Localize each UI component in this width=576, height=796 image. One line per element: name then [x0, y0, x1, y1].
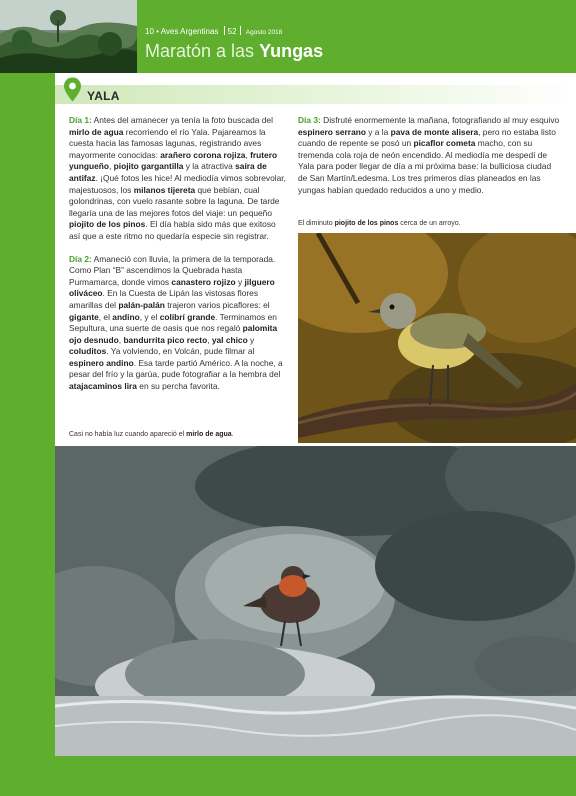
- species-name: colibrí grande: [159, 311, 216, 322]
- species-name: palomita ojo desnudo: [69, 323, 278, 345]
- text-run: recorriendo el río Yala. Pajareamos la cuesta hacia las famosas lagunas, registrando aves mayormente conocidas:: [69, 126, 266, 160]
- page-title-prefix: Maratón a las: [145, 41, 260, 61]
- header-meta: [145, 26, 282, 36]
- page-number: 10: [145, 27, 154, 36]
- piojito-photo: [298, 233, 576, 443]
- species-name: saíra de antifaz: [69, 161, 267, 183]
- page-title-bold: Yungas: [259, 41, 324, 61]
- text-run: . ¡Qué fotos les hice! Al mediodía vimos sobrevolar, majestuosos, los: [69, 172, 286, 195]
- text-run: ,: [109, 161, 114, 172]
- day-3-paragraph: [298, 115, 560, 196]
- text-run: . Esa tarde partió Américo. A la noche, a pesar del frío y la garúa, pude fotografiar a la hembra del: [69, 357, 283, 380]
- species-name: yal chico: [211, 334, 248, 345]
- mirlo-de-agua-photo: [55, 446, 576, 756]
- day-label: Día 2:: [69, 253, 92, 264]
- species-name: picaflor cometa: [413, 138, 476, 149]
- species-name: atajacaminos lira: [69, 381, 137, 392]
- species-name: piojito de los pinos: [69, 219, 146, 230]
- species-name: jilguero oliváceo: [69, 276, 275, 299]
- right-column: [298, 115, 560, 207]
- issue-number: 52: [227, 27, 237, 36]
- text-run: ,: [207, 334, 212, 345]
- species-name: espinero serrano: [298, 126, 366, 137]
- photo-caption-piojito: [298, 220, 461, 227]
- text-run: El diminuto: [298, 220, 335, 227]
- text-run: Disfruté enormemente la mañana, fotografiando al muy esquivo: [320, 115, 560, 125]
- day-label: Día 1:: [69, 115, 92, 125]
- section-band: [55, 85, 576, 104]
- species-name: arañero corona rojiza: [160, 149, 246, 160]
- bullet-separator: •: [156, 27, 159, 36]
- species-name: bandurrita pico recto: [123, 334, 208, 345]
- species-name: mirlo de agua: [69, 126, 124, 137]
- text-run: y a la: [365, 126, 391, 137]
- issue-date: Agosto 2018: [245, 29, 283, 36]
- day-label: Día 3:: [298, 115, 321, 125]
- species-name: palán-palán: [118, 299, 165, 310]
- species-name: gigante: [69, 311, 99, 322]
- header-bar: [137, 0, 576, 73]
- text-run: macho, con su tremenda cola roja de neón encendido. Al mediodía me despedí de Yala para poder llegar de día a mi próxima base: la bulliciosa ciudad de San Martín/Ledesma. Los tres primeros días planeados en las yungas habían quedado reducidos a uno y medio.: [298, 138, 552, 195]
- divider: [240, 26, 241, 35]
- text-run: y la atractiva: [183, 161, 236, 172]
- text-run: y: [247, 334, 255, 345]
- location-pin-icon: [63, 77, 82, 102]
- species-name: piojito de los pinos: [334, 220, 399, 227]
- text-run: ,: [245, 149, 251, 160]
- text-run: Antes del amanecer ya tenía la foto buscada del: [91, 115, 273, 125]
- species-name: coluditos: [69, 346, 107, 357]
- text-run: que bebían, cual golondrinas, con vuelo rasante sobre la laguna. De tarde llegaría una de las mejores fotos del viaje: un pequeño: [69, 184, 280, 218]
- day-1-paragraph: [69, 115, 287, 243]
- text-run: . Ya volviendo, en Volcán, pude filmar al: [106, 346, 255, 357]
- text-run: . Terminamos en Sepultura, una suerte de oasis que nos regaló: [69, 311, 277, 334]
- left-column: [69, 115, 287, 404]
- species-name: andino: [112, 311, 140, 322]
- text-run: ,: [118, 334, 124, 345]
- text-run: en su percha favorita.: [136, 381, 220, 392]
- text-run: cerca de un arroyo.: [398, 220, 461, 227]
- text-run: . En la Cuesta de Lipán las vistosas flores amarillas del: [69, 288, 259, 310]
- text-run: Amaneció con lluvia, la primera de la temporada. Como Plan “B” ascendimos la Quebrada hasta Purmamarca, donde vimos: [69, 253, 276, 287]
- page-title: [145, 41, 323, 62]
- species-name: canastero rojizo: [171, 276, 236, 287]
- header-forest-photo: [0, 0, 137, 73]
- text-run: .: [231, 431, 234, 438]
- species-name: frutero yungueño: [69, 149, 278, 172]
- text-run: trajeron varios picaflores: el: [164, 299, 270, 310]
- species-name: milanos tijereta: [133, 184, 196, 195]
- text-run: , y el: [139, 311, 160, 322]
- text-run: . El día había sido más que exitoso así que a este ritmo no quedaría especie sin registrar.: [69, 219, 276, 241]
- day-2-paragraph: [69, 254, 287, 393]
- species-name: pava de monte alisera: [390, 126, 479, 137]
- text-run: , el: [98, 311, 113, 322]
- species-name: mirlo de agua: [186, 431, 232, 438]
- text-run: Casi no había luz cuando apareció el: [69, 431, 187, 438]
- text-run: y: [235, 276, 245, 287]
- text-run: , pero no estaba listo cuando de repente se posó un: [298, 126, 556, 149]
- magazine-name: Aves Argentinas: [160, 27, 219, 36]
- species-name: espinero andino: [69, 357, 134, 368]
- species-name: piojito gargantilla: [113, 161, 184, 172]
- photo-caption-mirlo: [69, 431, 234, 438]
- section-title: YALA: [87, 89, 120, 103]
- divider: [224, 26, 225, 35]
